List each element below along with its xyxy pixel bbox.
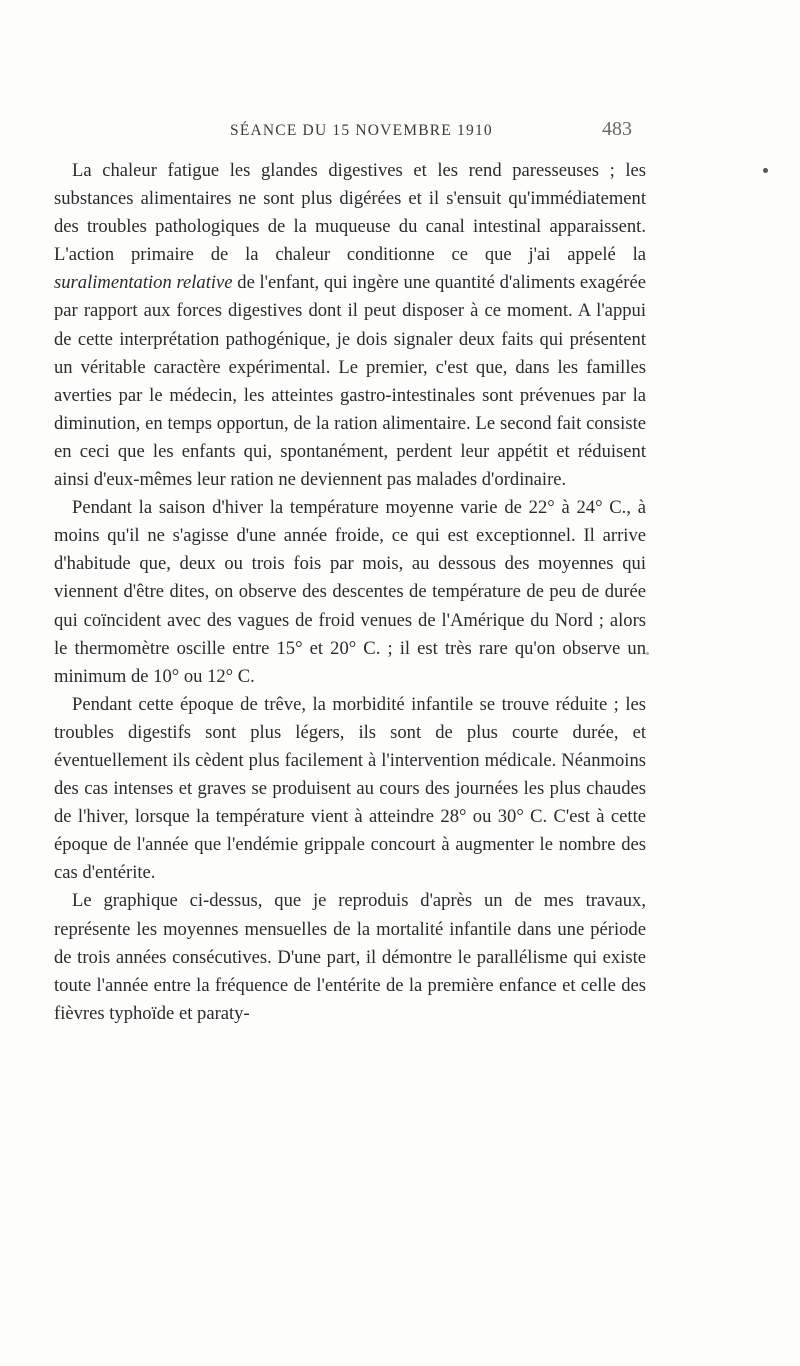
italic-term: suralimentation relative	[54, 272, 233, 294]
running-title: SÉANCE DU 15 NOVEMBRE 1910	[230, 122, 493, 139]
paragraph-1-part-2: de l'enfant, qui ingère une quantité d'aliments exagérée par rapport aux forces digestives dont il peut disposer à ce moment. A l'appui de cette interprétation pathogénique, je dois signaler deux faits qui présentent un véritable caractère expérimental. Le premier, c'est que, dans les familles averties par le médecin, les atteintes gastro-intestinales sont prévenues par la diminution, en temps opportun, de la ration alimentaire. Le second fait consiste en ceci que les enfants qui, spontanément, perdent leur appétit et réduisent ainsi d'eux-mêmes leur ration ne deviennent pas malades d'ordinaire.	[54, 272, 646, 491]
paragraph-winter-temperature: Pendant la saison d'hiver la température moyenne varie de 22° à 24° C., à moins qu'il ne s'agisse d'une année froide, ce qui est exceptionnel. Il arrive d'habitude que, deux ou trois fois par mois, au dessous des moyennes qui viennent d'être dites, on observe des descentes de température de peu de durée qui coïncident avec des vagues de froid venues de l'Amérique du Nord ; alors le thermomètre oscille entre 15° et 20° C. ; il est très rare qu'on observe un minimum de 10° ou 12° C.	[54, 497, 646, 687]
margin-dot	[646, 652, 649, 655]
body-text	[54, 157, 646, 1028]
paragraph-truce-period: Pendant cette époque de trêve, la morbidité infantile se trouve réduite ; les troubles digestifs sont plus légers, ils sont de plus courte durée, et éventuellement ils cèdent plus facilement à l'intervention médicale. Néanmoins des cas intenses et graves se produisent au cours des journées les plus chaudes de l'hiver, lorsque la température vient à atteindre 28° ou 30° C. C'est à cette époque de l'année que l'endémie grippale concourt à augmenter le nombre des cas d'entérite.	[54, 693, 646, 884]
paragraph-1-part-1: La chaleur fatigue les glandes digestives et les rend paresseuses ; les substances alimentaires ne sont plus digérées et il s'ensuit qu'immédiatement des troubles pathologiques de la muqueuse du canal intestinal apparaissent. L'action primaire de la chaleur conditionne ce que j'ai appelé la	[54, 160, 646, 266]
paragraph-graph-description: Le graphique ci-dessus, que je reproduis d'après un de mes travaux, représente les moyennes mensuelles de la mortalité infantile dans une période de trois années consécutives. D'une part, il démontre le parallélisme qui existe toute l'année entre la fréquence de l'entérite de la première enfance et celle des fièvres typhoïde et paraty-	[54, 890, 646, 1024]
paragraph-heat-digestion	[54, 157, 646, 494]
running-head	[54, 118, 654, 144]
page-number: 483	[602, 118, 632, 140]
margin-mark	[763, 168, 768, 173]
